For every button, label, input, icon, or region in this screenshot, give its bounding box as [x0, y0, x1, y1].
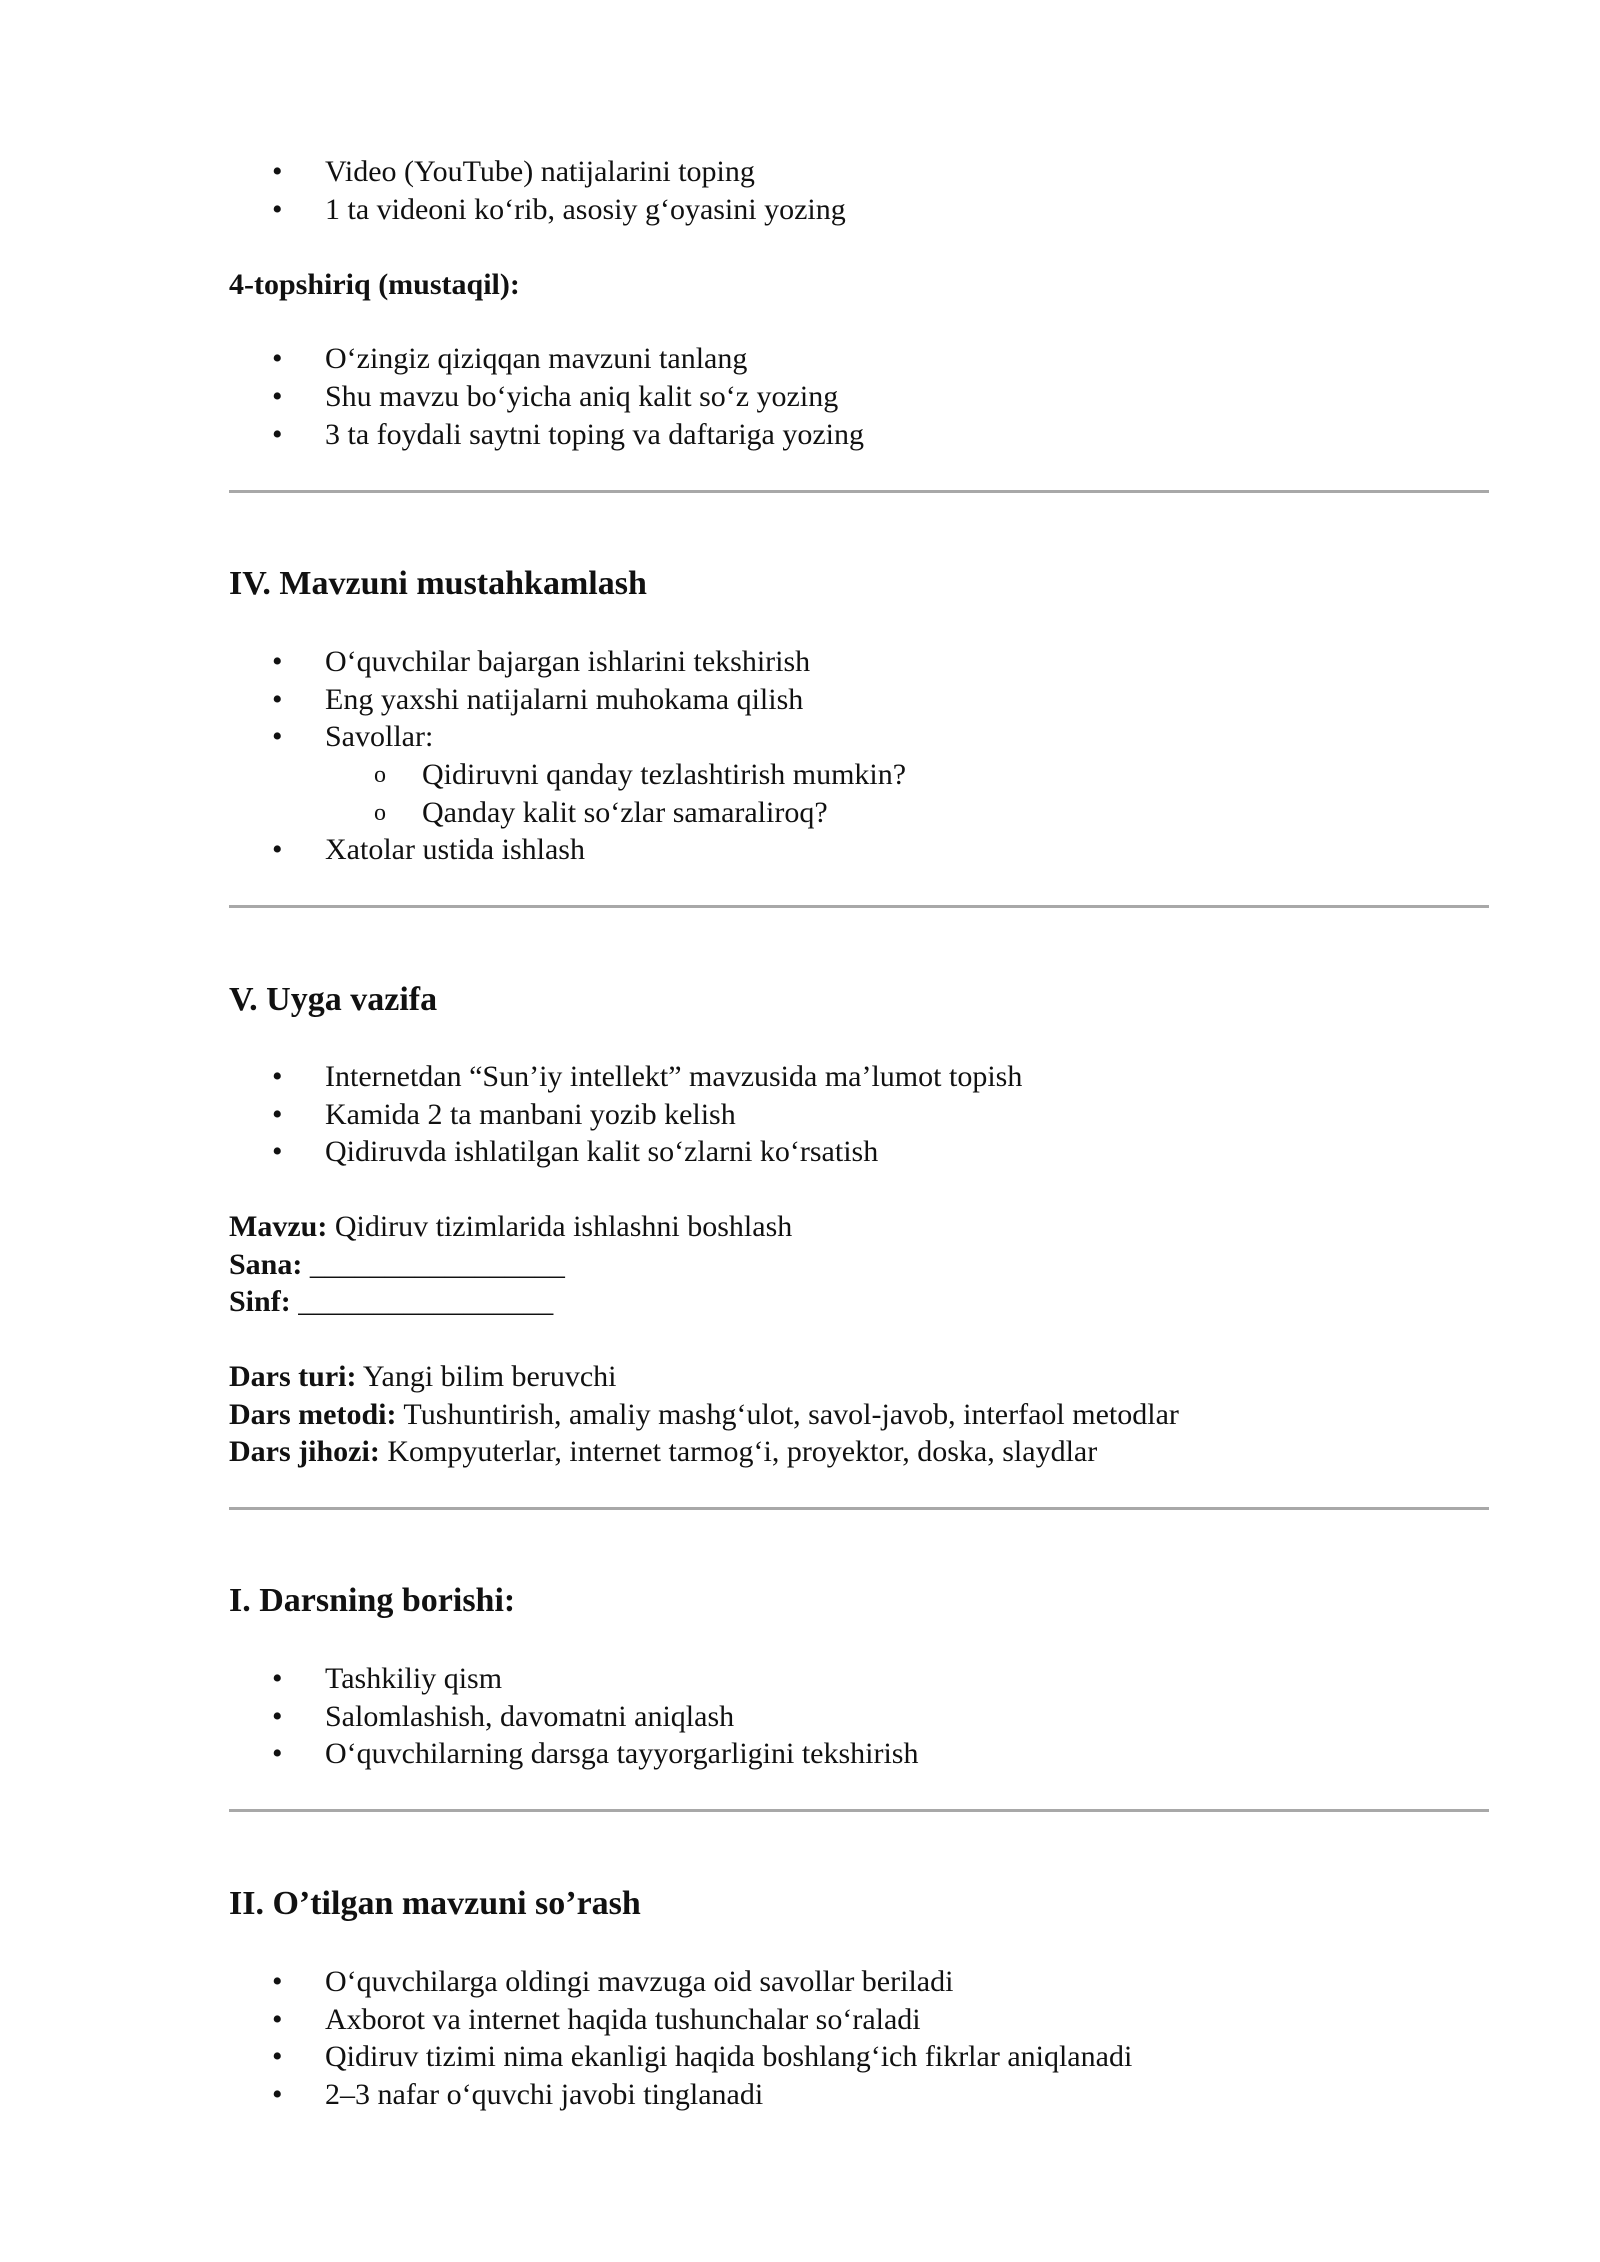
- section-heading-v: V. Uyga vazifa: [229, 981, 438, 1018]
- document-page: • Video (YouTube) natijalarini toping • 1 ta videoni ko‘rib, asosiy g‘oyasini yozing 4-topshiriq (mustaqil): • O‘zingiz qiziqqan mavzuni tanlang • Shu mavzu bo‘yicha aniq kalit so‘z yozing • 3 ta foydali saytni toping va daftariga yozing IV. Mavzuni mustahkamlash • O‘quvchilar bajargan ishlarini tekshirish • Eng yaxshi natijalarni muhokama qilish • Savollar: o Qidiruvni qanday tezlashtirish mumkin? o Qanday kalit so‘zlar samaraliroq? • Xatolar ustida ishlash V. Uyga vazifa • Internetdan “Sun’iy intellekt” mavzusida ma’lumot topish • Kamida 2 ta manbani yozib kelish • Qidiruvda ishlatilgan kalit so‘zlarni ko‘rsatish Mavzu: Qidiruv tizimlarida ishlashni boshlash Sana: _________________ Sinf: _________________ Dars turi: Yangi bilim beruvchi Dars metodi: Tushuntirish, amaliy mashg‘ulot, savol-javob, interfaol metodlar Dars jihozi: Kompyuterlar, internet tarmog‘i, proyektor, doska, slaydlar I. Darsning borishi: • Tashkiliy qism • Salomlashish, davomatni aniqlash • O‘quvchilarning darsga tayyorgarligini tekshirish II. O’tilgan mavzuni so’rash • O‘quvchilarga oldingi mavzuga oid savollar beriladi • Axborot va internet haqida tushunchalar so‘raladi • Qidiruv tizimi nima ekanligi haqida boshlang‘ich fikrlar aniqlanadi • 2–3 nafar o‘quvchi javobi tinglanadi: [0, 0, 1600, 2262]
- bullet-icon: •: [272, 193, 283, 226]
- bullet-icon: •: [272, 720, 283, 753]
- dars-metodi-line: Dars metodi: Tushuntirish, amaliy mashg‘ulot, savol-javob, interfaol metodlar: [229, 1398, 1179, 1431]
- bullet-icon: •: [272, 2003, 283, 2036]
- bullet-icon: •: [272, 1060, 283, 1093]
- mavzu-line: Mavzu: Qidiruv tizimlarida ishlashni boshlash: [229, 1210, 793, 1243]
- horizontal-divider: [229, 1809, 1489, 1812]
- bullet-icon: •: [272, 418, 283, 451]
- sana-line: Sana: _________________: [229, 1248, 565, 1281]
- circle-bullet-icon: o: [374, 800, 386, 826]
- dars-turi-line: Dars turi: Yangi bilim beruvchi: [229, 1360, 617, 1393]
- circle-bullet-icon: o: [374, 762, 386, 788]
- sinf-line: Sinf: _________________: [229, 1285, 554, 1318]
- bullet-icon: •: [272, 645, 283, 678]
- bullet-icon: •: [272, 683, 283, 716]
- section-heading-ii: II. O’tilgan mavzuni so’rash: [229, 1885, 641, 1922]
- bullet-icon: •: [272, 2040, 283, 2073]
- bullet-icon: •: [272, 1662, 283, 1695]
- bullet-icon: •: [272, 1098, 283, 1131]
- bullet-icon: •: [272, 833, 283, 866]
- bullet-icon: •: [272, 1700, 283, 1733]
- bullet-icon: •: [272, 1965, 283, 1998]
- horizontal-divider: [229, 490, 1489, 493]
- horizontal-divider: [229, 1507, 1489, 1510]
- bullet-icon: •: [272, 380, 283, 413]
- bullet-icon: •: [272, 155, 283, 188]
- horizontal-divider: [229, 905, 1489, 908]
- dars-jihozi-line: Dars jihozi: Kompyuterlar, internet tarmog‘i, proyektor, doska, slaydlar: [229, 1435, 1098, 1468]
- task4-title: 4-topshiriq (mustaqil):: [229, 268, 520, 301]
- bullet-icon: •: [272, 2078, 283, 2111]
- bullet-icon: •: [272, 1737, 283, 1770]
- bullet-icon: •: [272, 342, 283, 375]
- section-heading-iv: IV. Mavzuni mustahkamlash: [229, 565, 647, 602]
- bullet-icon: •: [272, 1135, 283, 1168]
- section-heading-i: I. Darsning borishi:: [229, 1582, 516, 1619]
